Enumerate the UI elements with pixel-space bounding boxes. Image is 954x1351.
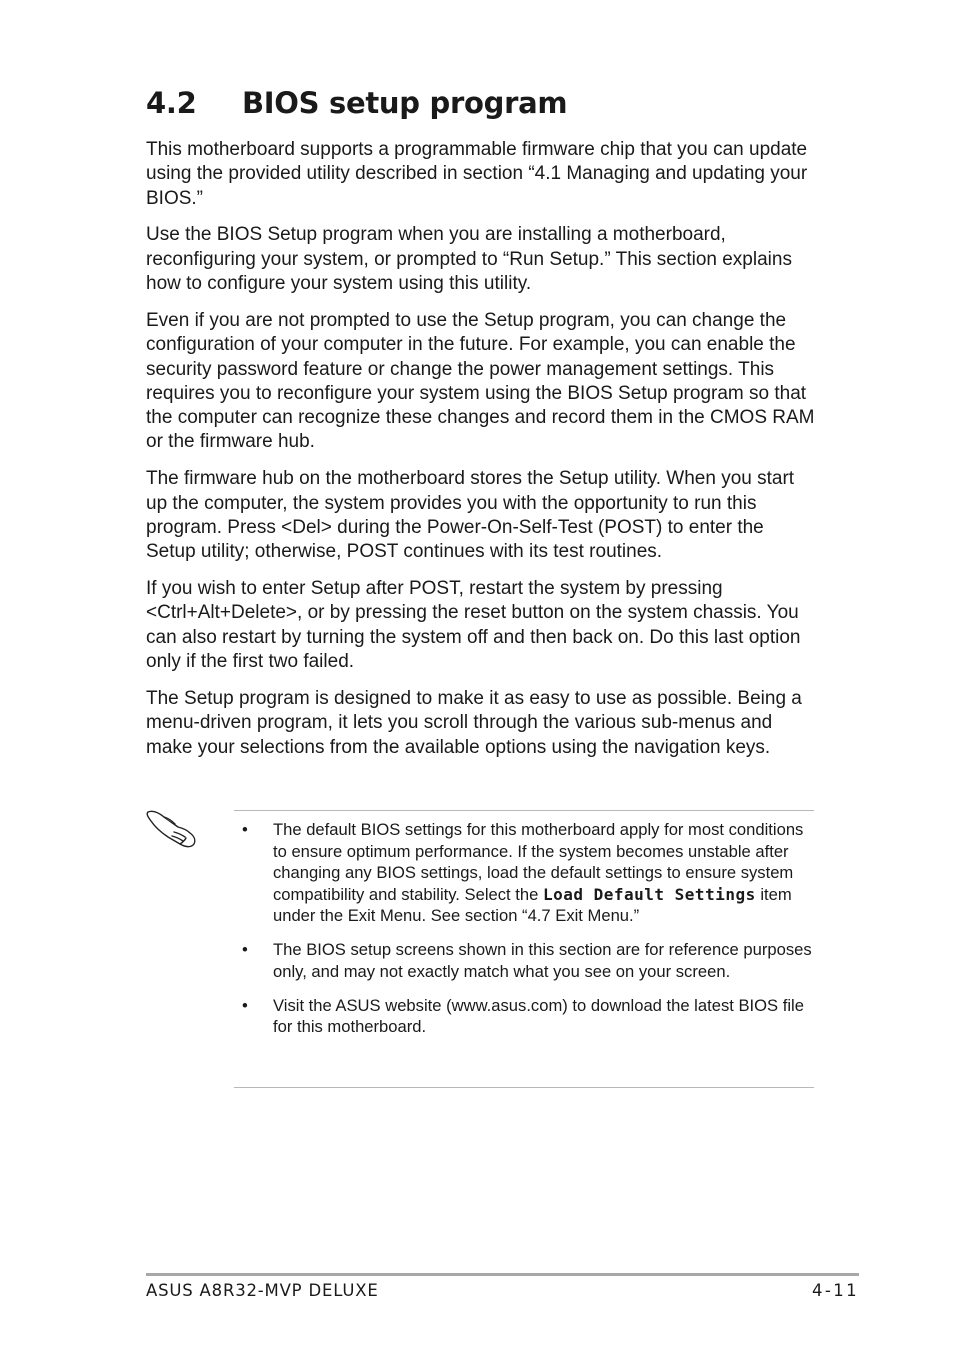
note-item — [234, 939, 814, 982]
note-text: item under the Exit Menu. See section “4.7 Exit Menu.” — [273, 884, 792, 925]
body-text — [146, 138, 818, 772]
footer-page-number: 4-11 — [811, 1281, 859, 1300]
note-text: The BIOS setup screens shown in this section are for reference purposes only, and may not exactly match what you see on your screen. — [273, 940, 812, 981]
bullet: • — [242, 995, 248, 1015]
paragraph: This motherboard supports a programmable firmware chip that you can update using the provided utility described in section “4.1 Managing and updating your BIOS.” — [146, 139, 808, 209]
note-text: Visit the ASUS website (www.asus.com) to download the latest BIOS file for this motherboard. — [273, 995, 804, 1036]
bullet: • — [242, 820, 248, 839]
paragraph: The Setup program is designed to make it as easy to use as possible. Being a menu-driven program, it lets you scroll through the various sub-menus and make your selections from the available options using the navigation keys. — [146, 687, 802, 758]
section-number: 4.2 — [146, 86, 197, 120]
paragraph: If you wish to enter Setup after POST, restart the system by pressing <Ctrl+Alt+Delete>, or by pressing the reset button on the system chassis. You can also restart by turning the system off and then back on. Do this last option only if the first two failed. — [146, 578, 801, 673]
section-title: BIOS setup program — [242, 86, 568, 120]
footer-divider — [146, 1273, 859, 1276]
note-list — [234, 819, 814, 1050]
paragraph: Use the BIOS Setup program when you are installing a motherboard, reconfiguring your system, or prompted to “Run Setup.” This section explains how to configure your system using this utility. — [146, 224, 792, 295]
note-text: The default BIOS settings for this motherboard apply for most conditions to ensure optimum performance. If the system becomes unstable after changing any BIOS settings, load the default settings to ensure system compatibility and stability. Select the — [273, 820, 804, 904]
note-item — [234, 819, 814, 927]
paragraph: Even if you are not prompted to use the Setup program, you can change the configuration of your computer in the future. For example, you can enable the security password feature or change the power management settings. This requires you to reconfigure your system using the BIOS Setup program so that the computer can recognize these changes and record them in the CMOS RAM or the firmware hub. — [146, 309, 815, 453]
note-box — [234, 810, 814, 1088]
paragraph: The firmware hub on the motherboard stores the Setup utility. When you start up the computer, the system provides you with the opportunity to run this program. Press <Del> during the Power-On-Self-Test (POST) to enter the Setup utility; otherwise, POST continues with its test routines. — [146, 468, 795, 563]
section-heading — [146, 86, 567, 120]
footer-product-name: ASUS A8R32-MVP DELUXE — [146, 1281, 379, 1300]
note-item — [234, 995, 814, 1038]
menu-item-reference: Load Default Settings — [542, 884, 756, 904]
bullet: • — [242, 940, 248, 959]
pointing-hand-icon — [144, 806, 200, 850]
